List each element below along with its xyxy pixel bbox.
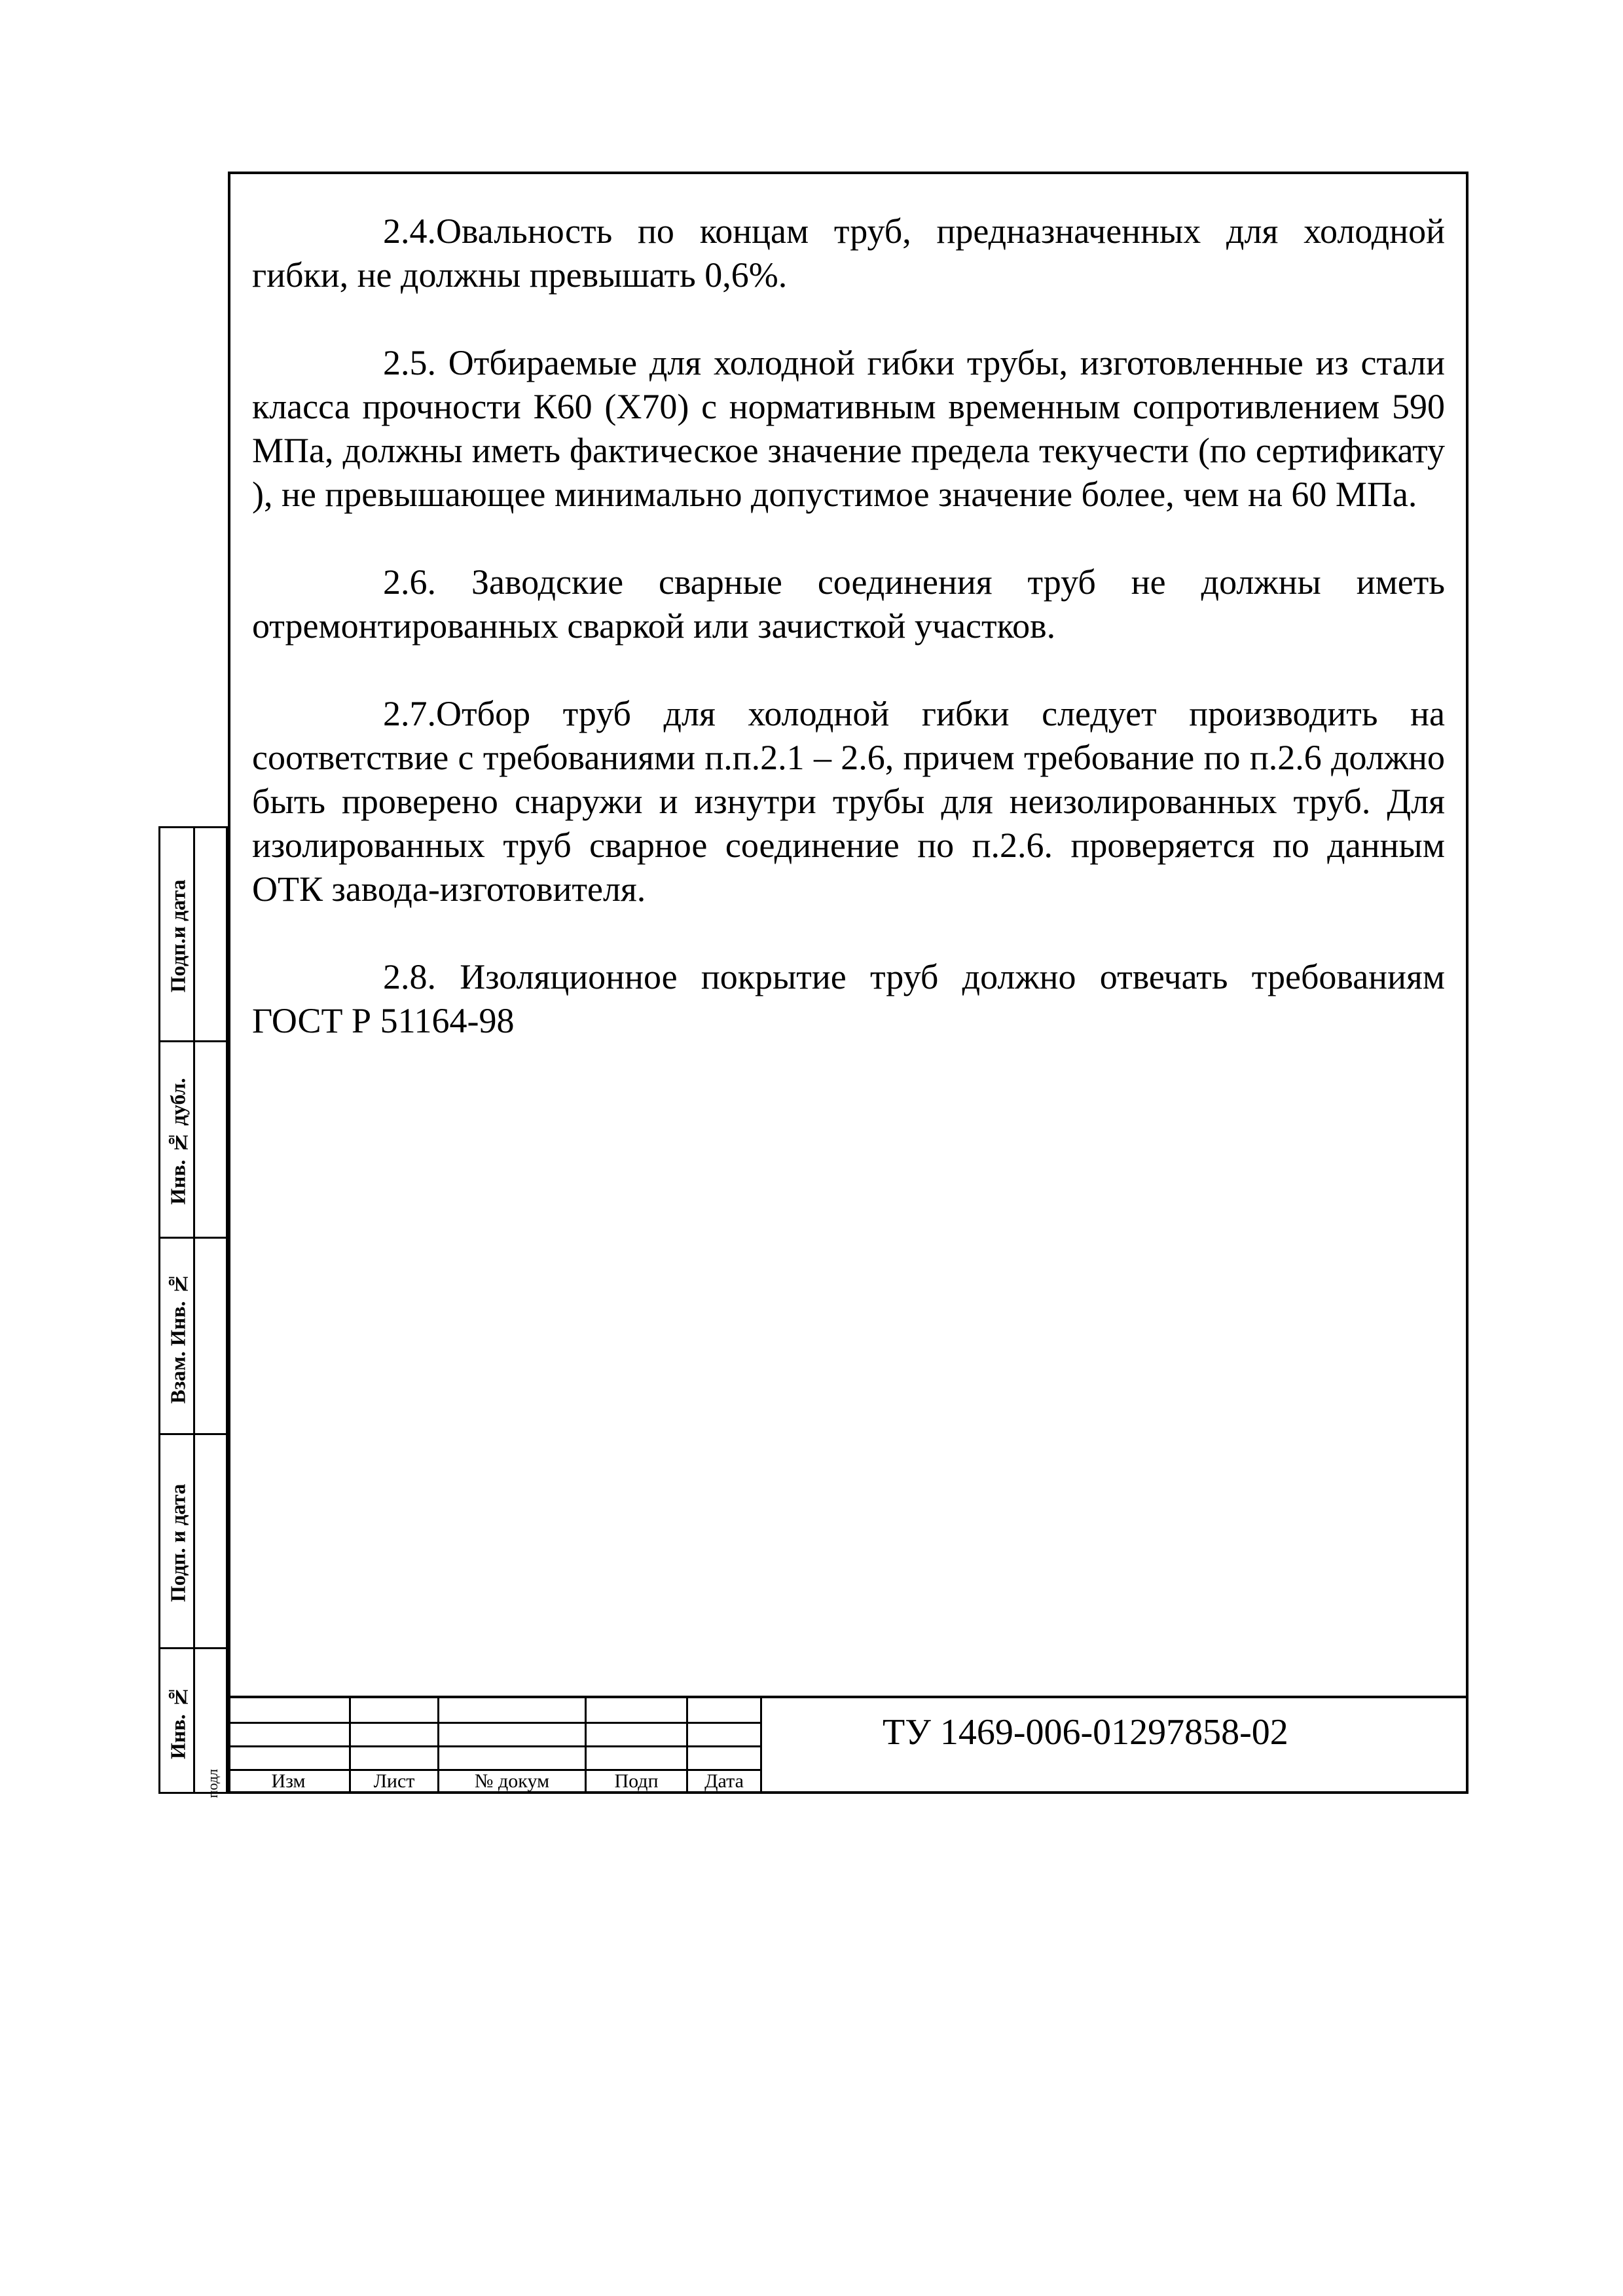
side-label-podp-data-2: Подп. и дата [166,1484,190,1603]
side-label-inv-dubl: Инв. № дубл. [166,1078,190,1205]
side-label-vzam-inv: Взам. Инв. № [166,1272,190,1404]
revision-table [228,1698,762,1794]
paragraph-2-4: 2.4.Овальность по концам труб, предназначенных для холодной гибки, не должны превышать 0,6%. [252,211,1445,295]
side-label-podl: подл [204,1769,221,1798]
title-block [204,1696,1468,1798]
header-podp: Подп [614,1770,659,1792]
header-list: Лист [373,1770,415,1792]
side-stamp [158,826,228,1794]
header-izm: Изм [271,1770,306,1792]
side-label-inv-podl: Инв. № [166,1685,190,1760]
side-label-podp-data-1: Подп.и дата [166,879,190,993]
paragraph-2-8: 2.8. Изоляционное покрытие труб должно отвечать требованиям ГОСТ Р 51164-98 [252,957,1445,1040]
document-code: ТУ 1469-006-01297858-02 [883,1712,1288,1753]
side-cell-inv-dubl [158,1040,228,1239]
side-cell-podp-data-2 [158,1433,228,1649]
header-nom-dokum: № докум [474,1770,550,1792]
document-body [252,210,1445,1043]
paragraph-2-7: 2.7.Отбор труб для холодной гибки следует производить на соответствие с требованиями п.п.2.1 – 2.6, причем требование по п.2.6 должно быть проверено снаружи и изнутри трубы для неизолированных труб. Для изолированных труб сварное соединение по п.2.6. проверяется по данным ОТК завода-изготовителя. [252,694,1445,909]
header-data: Дата [704,1770,744,1792]
paragraph-2-6: 2.6. Заводские сварные соединения труб не должны иметь отремонтированных сваркой или зачисткой участков. [252,562,1445,646]
paragraph-2-5: 2.5. Отбираемые для холодной гибки трубы, изготовленные из стали класса прочности К60 (Х70) с нормативным временным сопротивлением 590 МПа, должны иметь фактическое значение предела текучести (по сертификату ), не превышающее минимально допустимое значение более, чем на 60 МПа. [252,343,1445,514]
side-cell-podp-data-1 [158,826,228,1042]
side-cell-vzam-inv [158,1237,228,1435]
